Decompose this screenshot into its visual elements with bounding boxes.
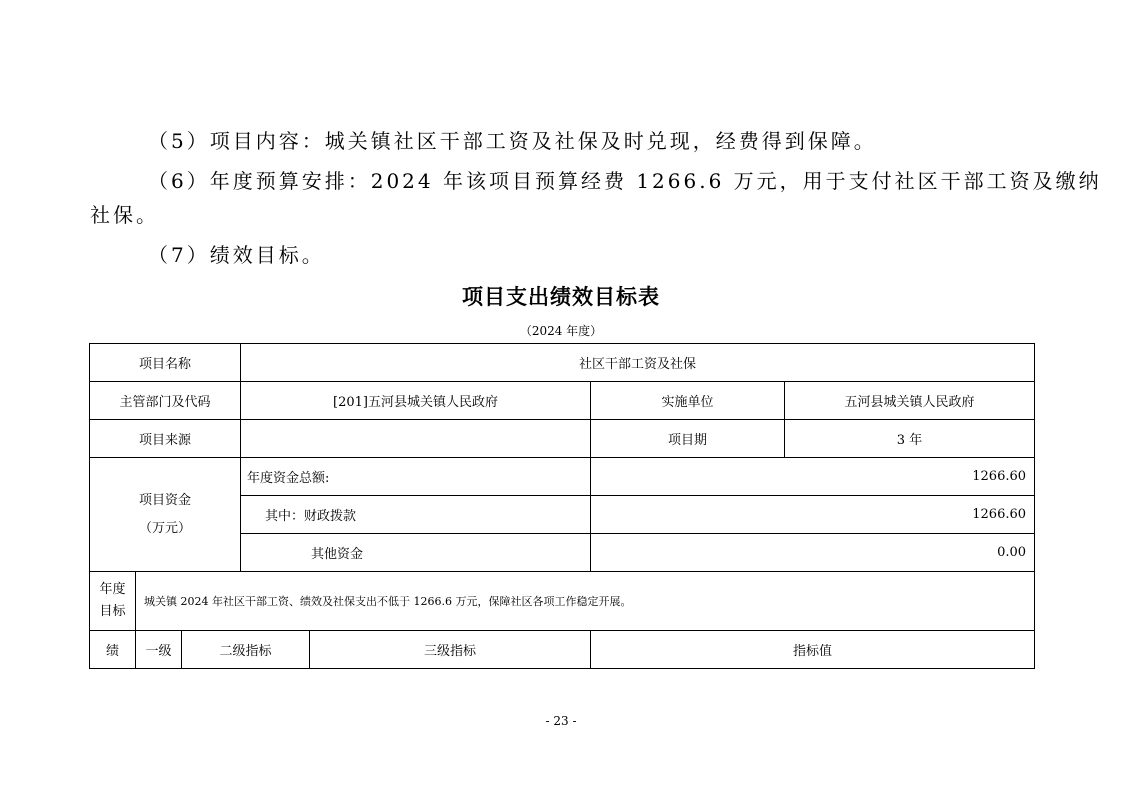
cell-source-value — [241, 420, 591, 458]
table-row-project-name — [90, 344, 1035, 382]
paragraph-budget-line2: 社保。 — [90, 203, 159, 227]
table-row-annual-total — [90, 458, 1035, 496]
table-row-department — [90, 382, 1035, 420]
cell-level3-label: 三级指标 — [310, 631, 591, 669]
funds-label-line1: 项目资金 — [138, 492, 191, 508]
table-row-source — [90, 420, 1035, 458]
cell-annual-total-label: 年度资金总额: — [241, 458, 591, 496]
cell-period-label: 项目期 — [591, 420, 785, 458]
cell-dept-value: [201]五河县城关镇人民政府 — [241, 382, 591, 420]
cell-other-value: 0.00 — [591, 534, 1035, 572]
paragraph-project-content: （5）项目内容：城关镇社区干部工资及社保及时兑现，经费得到保障。 — [148, 129, 877, 153]
cell-indicator-value-label: 指标值 — [591, 631, 1035, 669]
table-row-annual-goal — [90, 572, 1035, 631]
cell-level2-label: 二级指标 — [182, 631, 310, 669]
cell-fiscal-value: 1266.60 — [591, 496, 1035, 534]
cell-level1-label: 一级 — [136, 631, 182, 669]
page-number: - 23 - — [545, 714, 577, 728]
funds-label-line2: （万元） — [138, 520, 191, 536]
cell-project-name-label: 项目名称 — [90, 344, 241, 382]
cell-impl-unit-label: 实施单位 — [591, 382, 785, 420]
paragraph-budget-line1: （6）年度预算安排：2024 年该项目预算经费 1266.6 万元，用于支付社区干部工资及缴纳 — [148, 169, 1102, 193]
table-row-indicator-header — [90, 631, 1035, 669]
table-title: 项目支出绩效目标表 — [462, 285, 660, 309]
cell-annual-total-value: 1266.60 — [591, 458, 1035, 496]
cell-goal-label — [90, 572, 136, 631]
performance-target-table — [89, 343, 1035, 669]
cell-perf-label: 绩 — [90, 631, 136, 669]
cell-dept-label: 主管部门及代码 — [90, 382, 241, 420]
table-subtitle: （2024 年度） — [519, 324, 603, 338]
cell-other-label: 其他资金 — [241, 534, 591, 572]
cell-funds-label — [90, 458, 241, 572]
cell-period-value: 3 年 — [785, 420, 1035, 458]
goal-label-line1: 年度 — [99, 582, 126, 597]
goal-label-line2: 目标 — [99, 604, 126, 619]
cell-impl-unit-value: 五河县城关镇人民政府 — [785, 382, 1035, 420]
cell-fiscal-label: 其中：财政拨款 — [241, 496, 591, 534]
cell-source-label: 项目来源 — [90, 420, 241, 458]
cell-goal-text: 城关镇 2024 年社区干部工资、绩效及社保支出不低于 1266.6 万元，保障社区各项工作稳定开展。 — [136, 572, 1035, 631]
paragraph-performance-goal: （7）绩效目标。 — [148, 243, 325, 267]
cell-project-name-value: 社区干部工资及社保 — [241, 344, 1035, 382]
